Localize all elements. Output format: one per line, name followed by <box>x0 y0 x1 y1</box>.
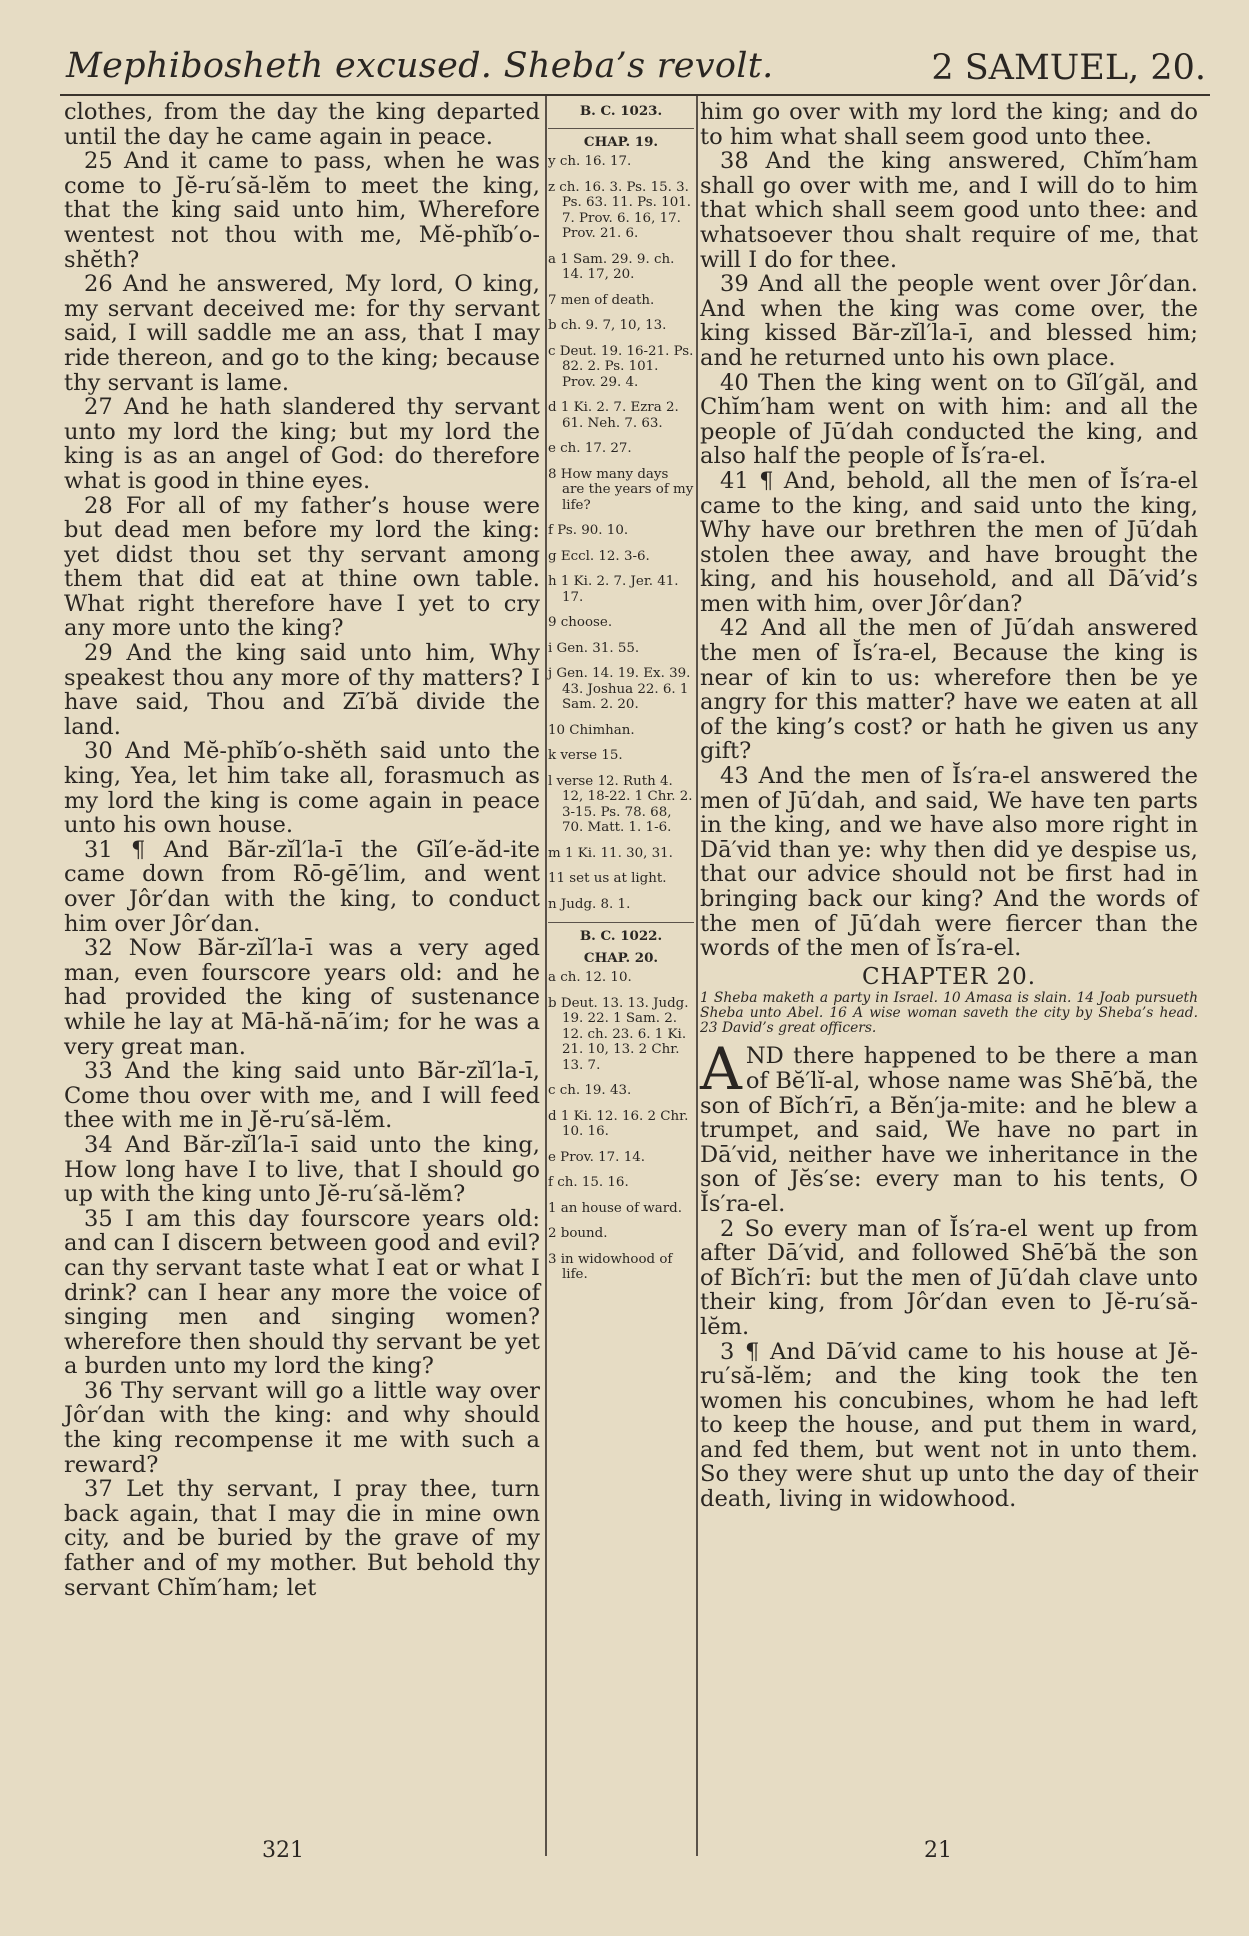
verse: clothes, from the day the king departed until the day he came again in peace. <box>64 99 540 150</box>
cross-reference: i Gen. 31. 55. <box>548 640 640 656</box>
verse: 40 Then the king went on to Gĭl′găl, and Chĭm′ham went on with him: and all the people of Jū′dah conducted the king, and also half the people of Ĭs′ra-el. <box>700 369 1198 470</box>
cross-reference: f Ps. 90. 10. <box>548 523 629 538</box>
cross-reference: y ch. 16. 17. <box>548 154 632 169</box>
cross-reference: h 1 Ki. 2. 7. Jer. 41. 17. <box>548 574 679 605</box>
date-heading: B. C. 1022. <box>579 928 663 944</box>
verse: 41 ¶ And, behold, all the men of Ĭs′ra-el came to the king, and said unto the king, Why have our brethren the men of Jū′dah stolen thee away, and have brought the king, and his household, and all Dā′vid’s men with him, over Jôr′dan? <box>700 467 1198 617</box>
cross-reference: m 1 Ki. 11. 30, 31. <box>548 845 673 861</box>
cross-reference: d 1 Ki. 2. 7. Ezra 2. 61. Neh. 7. 63. <box>548 400 679 431</box>
date-heading: B. C. 1023. <box>579 103 663 119</box>
verse: 36 Thy servant will go a little way over Jôr′dan with the king: and why should the king recompense it me with such a reward? <box>64 1377 540 1478</box>
cross-reference: l verse 12. Ruth 4. 12, 18-22. 1 Chr. 2. 3-15. Ps. 78. 68, 70. Matt. 1. 1-6. <box>548 773 693 835</box>
cross-reference: 1 an house of ward. <box>548 1200 682 1216</box>
cross-reference: f ch. 15. 16. <box>548 1175 629 1190</box>
verse: 28 For all of my father’s house were but dead men before my lord the king: yet didst thou set thy servant among them that did eat at thine own table. What right therefore have I yet to cry any more unto the king? <box>64 492 540 642</box>
verse: 31 ¶ And Băr-zĭl′la-ī the Gĭl′e-ăd-ite came down from Rō-gē′lim, and went over Jôr′dan with the king, to conduct him over Jôr′dan. <box>64 836 540 937</box>
reference-chapter-heading: CHAP. 19. <box>583 133 659 150</box>
verse: 25 And it came to pass, when he was come to Jĕ-ru′să-lĕm to meet the king, that the king said unto him, Wherefore wentest not thou with me, Mĕ-phĭb′o-shĕth? <box>64 148 540 273</box>
cross-reference: e ch. 17. 27. <box>548 441 632 456</box>
verse: 29 And the king said unto him, Why speakest thou any more of thy matters? I have said, Thou and Zī′bă divide the land. <box>64 640 540 740</box>
cross-reference: z ch. 16. 3. Ps. 15. 3. Ps. 63. 11. Ps. 101. 7. Prov. 6. 16, 17. Prov. 21. 6. <box>548 179 691 241</box>
chapter-title: CHAPTER 20. <box>861 963 1037 990</box>
verse: 3 ¶ And Dā′vid came to his house at Jĕ-ru′să-lĕm; and the king took the ten women his concubines, whom he had left to keep the house, and put them in ward, and fed them, but went not in unto them. So they were shut up unto the day of their death, living in widowhood. <box>700 1338 1198 1513</box>
reference-list <box>548 154 694 912</box>
book-chapter-heading: 2 SAMUEL, 20. <box>931 48 1206 88</box>
cross-reference: c ch. 19. 43. <box>548 1083 632 1098</box>
cross-reference: e Prov. 17. 14. <box>548 1149 645 1165</box>
verse: 35 I am this day fourscore years old: and can I discern between good and evil? can thy servant taste what I eat or what I drink? can I hear any more the voice of singing men and singing women? wherefore then should thy servant be yet a burden unto my lord the king? <box>64 1205 540 1380</box>
column-divider-left <box>545 96 547 1856</box>
page-number-right: 21 <box>924 1838 952 1863</box>
verse: 39 And all the people went over Jôr′dan. And when the king was come over, the king kissed Băr-zĭl′la-ī, and blessed him; and he returned unto his own place. <box>700 271 1198 371</box>
cross-reference: 7 men of death. <box>548 292 655 308</box>
cross-reference: a ch. 12. 10. <box>548 970 632 985</box>
cross-reference: 2 bound. <box>548 1226 608 1241</box>
cross-reference: 9 choose. <box>548 615 613 630</box>
reference-separator <box>548 922 694 923</box>
page-number-left: 321 <box>262 1838 304 1863</box>
cross-reference: c Deut. 19. 16-21. Ps. 82. 2. Ps. 101. Prov. 29. 4. <box>548 343 694 390</box>
cross-reference: 10 Chimhan. <box>548 722 635 738</box>
right-text-column <box>700 100 1198 1512</box>
cross-reference: b ch. 9. 7, 10, 13. <box>548 318 667 333</box>
left-text-column <box>64 100 540 1600</box>
verse: 38 And the king answered, Chĭm′ham shall go over with me, and I will do to him that which shall seem good unto thee: and whatsoever thou shalt require of me, that will I do for thee. <box>700 148 1198 273</box>
verse-text: ND there happened to be there a man of Bĕ′lĭ-al, whose name was Shē′bă, the son of Bĭch′rī, a Bĕn′ja-mite: and he blew a trumpet, and said, We have no part in Dā′vid, neither have we inheritance in the son of Jĕs′se: every man to his tents, O Ĭs′ra-el. <box>700 1043 1198 1217</box>
cross-reference: 11 set us at light. <box>548 871 667 886</box>
verse: 26 And he answered, My lord, O king, my servant deceived me: for thy servant said, I will saddle me an ass, that I may ride thereon, and go to the king; because thy servant is lame. <box>64 271 540 396</box>
chapter-summary: 1 Sheba maketh a party in Israel. 10 Amasa is slain. 14 Joab pursueth Sheba unto Abel. 16 A wise woman saveth the city by Sheba’s head. 23 David’s great officers. <box>700 990 1198 1037</box>
verse: him go over with my lord the king; and do to him what shall seem good unto thee. <box>700 99 1198 150</box>
verse: 34 And Băr-zĭl′la-ī said unto the king, How long have I to live, that I should go up with the king unto Jĕ-ru′să-lĕm? <box>64 1131 540 1208</box>
cross-reference: a 1 Sam. 29. 9. ch. 14. 17, 20. <box>548 251 675 282</box>
cross-reference: 3 in widowhood of life. <box>548 1251 673 1282</box>
center-reference-column <box>548 98 694 1293</box>
cross-reference: g Eccl. 12. 3-6. <box>548 548 650 564</box>
verse: 27 And he hath slandered thy servant unto my lord the king; but my lord the king is as an angel of God: do therefore what is good in thine eyes. <box>64 394 540 494</box>
header-rule <box>60 94 1210 96</box>
page-header <box>66 44 1206 96</box>
chapter-20-verses <box>700 1217 1198 1512</box>
cross-reference: b Deut. 13. 13. Judg. 19. 22. 1 Sam. 2. 12. ch. 23. 6. 1 Ki. 21. 10, 13. 2 Chr. 13. 7. <box>548 995 689 1073</box>
cross-reference: j Gen. 14. 19. Ex. 39. 43. Joshua 22. 6. 1 Sam. 2. 20. <box>548 666 691 712</box>
reference-chapter-heading: CHAP. 20. <box>583 949 659 966</box>
verse <box>700 1035 1198 1217</box>
column-divider-right <box>696 96 698 1856</box>
verse: 32 Now Băr-zĭl′la-ī was a very aged man, even fourscore years old: and he had provided the king of sustenance while he lay at Mā-hă-nā′im; for he was a very great man. <box>64 935 540 1060</box>
cross-reference: d 1 Ki. 12. 16. 2 Chr. 10. 16. <box>548 1108 689 1139</box>
reference-list <box>548 970 694 1283</box>
verse: 2 So every man of Ĭs′ra-el went up from after Dā′vid, and followed Shē′bă the son of Bĭch′rī: but the men of Jū′dah clave unto their king, from Jôr′dan even to Jĕ-ru′să-lĕm. <box>700 1215 1198 1340</box>
reference-separator <box>548 128 694 129</box>
drop-cap: A <box>700 1035 742 1104</box>
verse: 30 And Mĕ-phĭb′o-shĕth said unto the king, Yea, let him take all, forasmuch as my lord the king is come again in peace unto his own house. <box>64 738 540 839</box>
chapter-19-verses <box>700 100 1198 961</box>
verse: 37 Let thy servant, I pray thee, turn back again, that I may die in mine own city, and be buried by the grave of my father and of my mother. But behold thy servant Chĭm′ham; let <box>64 1476 540 1601</box>
cross-reference: k verse 15. <box>548 748 623 763</box>
running-title: Mephibosheth excused. Sheba’s revolt. <box>66 46 774 86</box>
cross-reference: n Judg. 8. 1. <box>548 896 631 912</box>
verse: 42 And all the men of Jū′dah answered the men of Ĭs′ra-el, Because the king is near of kin to us: wherefore then be ye angry for this matter? have we eaten at all of the king’s cost? or hath he given us any gift? <box>700 615 1198 765</box>
verse: 33 And the king said unto Băr-zĭl′la-ī, Come thou over with me, and I will feed thee with me in Jĕ-ru′să-lĕm. <box>64 1058 540 1134</box>
cross-reference: 8 How many days are the years of my life? <box>548 466 694 513</box>
verse: 43 And the men of Ĭs′ra-el answered the men of Jū′dah, and said, We have ten parts in the king, and we have also more right in Dā′vid than ye: why then did ye despise us, that our advice should not be first had in bringing back our king? And the words of the men of Jū′dah were fiercer than the words of the men of Ĭs′ra-el. <box>700 763 1198 962</box>
